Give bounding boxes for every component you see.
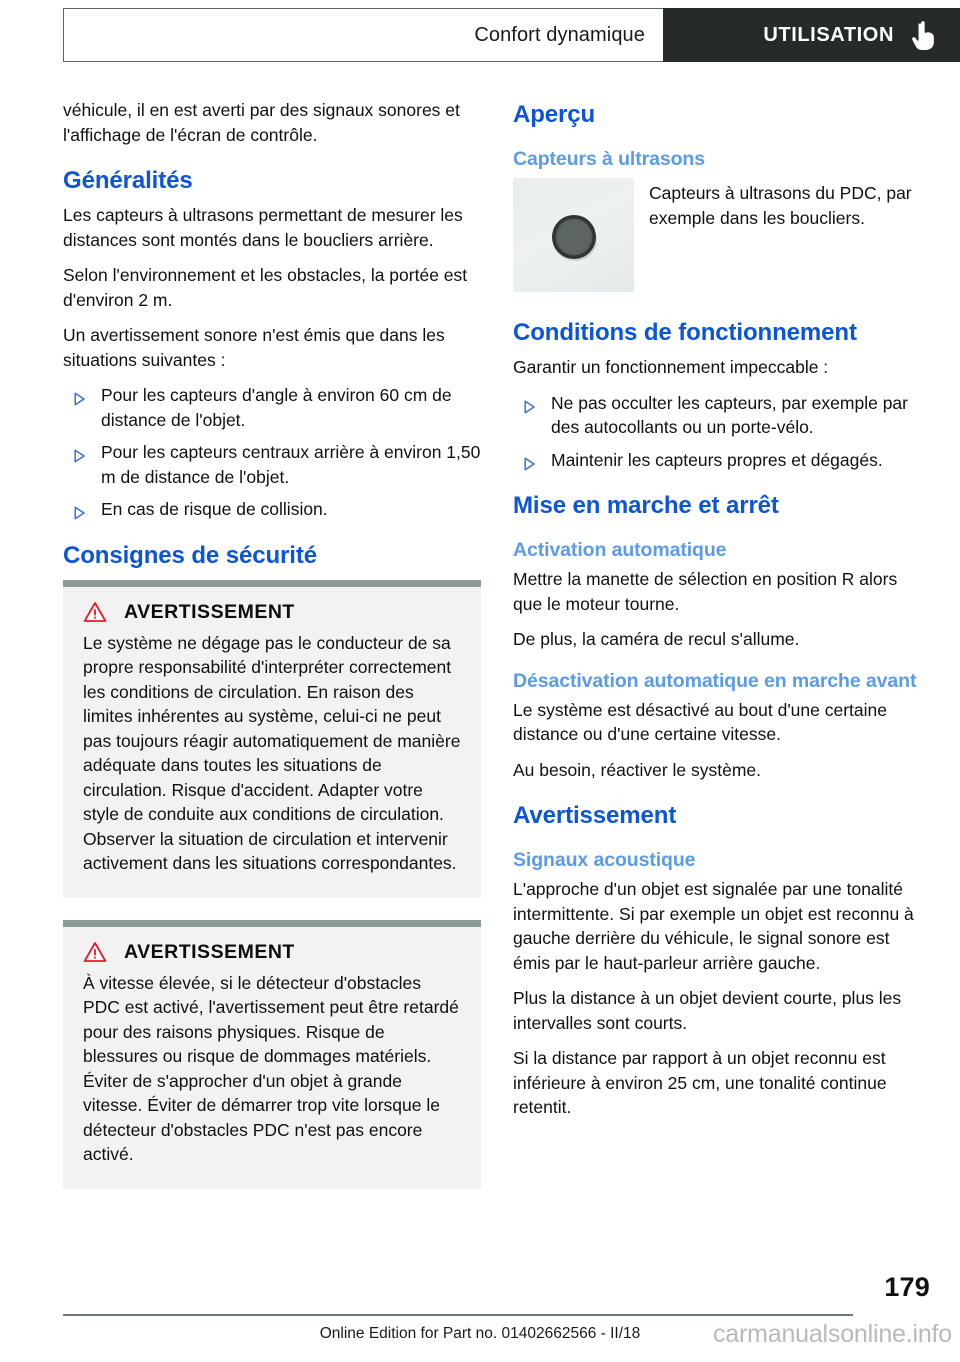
warning-triangle-icon: [83, 601, 107, 623]
section-tab-label: UTILISATION: [763, 23, 894, 46]
page-footer: [0, 1272, 960, 1362]
triangle-bullet-icon: [523, 453, 536, 467]
desactivation-paragraph-1: Le système est désactivé au bout d'une certaine distance ou d'une certaine vitesse.: [513, 699, 887, 744]
avertissement-paragraph-3: Si la distance par rapport à un objet reconnu est inférieure à environ 25 cm, une tonalité continue retentit.: [513, 1048, 887, 1117]
sensor-circle-icon: [546, 209, 602, 265]
conditions-bullet-list: [513, 391, 931, 473]
section-tab-utilisation: [663, 8, 960, 62]
page-number: 179: [884, 1272, 930, 1302]
list-item-label: Pour les capteurs centraux arrière à environ 1,50 m de distance de l'objet.: [101, 442, 481, 487]
breadcrumb-label: Confort dynamique: [474, 23, 645, 46]
list-item: [513, 448, 931, 473]
heading-apercu: Aperçu: [513, 101, 596, 128]
triangle-bullet-icon: [73, 445, 86, 459]
list-item: [513, 391, 931, 440]
page-header: [63, 8, 960, 62]
avertissement-paragraph-2: Plus la distance à un objet devient courte, plus les intervalles sont courts.: [513, 988, 902, 1033]
subheading-capteurs-ultrasons: Capteurs à ultrasons: [513, 148, 705, 170]
warning-box-1: [63, 580, 481, 898]
triangle-bullet-icon: [73, 502, 86, 516]
warning-body: Le système ne dégage pas le conducteur de sa propre responsabilité d'interpréter correctement les conditions de circulation. En raison des limites inhérentes au système, celui-ci ne peut pas toujours réagir automatiquement de manière adéquate dans toutes les situations de circulation. Risque d'accident. Adapter votre style de conduite aux conditions de circulation. Observer la situation de circulation et intervenir activement dans les situations correspondantes.: [83, 632, 461, 873]
subheading-desactivation-automatique: Désactivation automatique en marche avant: [513, 669, 917, 692]
warning-header: [83, 941, 461, 964]
generalites-paragraph-3: Un avertissement sonore n'est émis que dans les situations suivantes :: [63, 325, 445, 370]
figure-caption: Capteurs à ultrasons du PDC, par exemple dans les boucliers.: [649, 183, 912, 228]
sensor-figure-row: [513, 178, 931, 292]
footer-edition-note: Online Edition for Part no. 01402662566 - II/18: [319, 1325, 641, 1342]
subheading-activation-automatique: Activation automatique: [513, 539, 727, 561]
desactivation-paragraph-2: Au besoin, réactiver le système.: [513, 759, 762, 780]
intro-paragraph: véhicule, il en est averti par des signaux sonores et l'affichage de l'écran de contrôle.: [63, 100, 460, 145]
list-item-label: Pour les capteurs d'angle à environ 60 cm de distance de l'objet.: [101, 385, 452, 430]
generalites-paragraph-2: Selon l'environnement et les obstacles, la portée est d'environ 2 m.: [63, 265, 468, 310]
right-column: [513, 98, 931, 1131]
footer-divider: [63, 1314, 853, 1316]
generalites-paragraph-1: Les capteurs à ultrasons permettant de mesurer les distances sont montés dans le boucliers arrière.: [63, 205, 463, 250]
activation-paragraph-1: Mettre la manette de sélection en position R alors que le moteur tourne.: [513, 569, 898, 614]
warning-header: [83, 601, 461, 624]
activation-paragraph-2: De plus, la caméra de recul s'allume.: [513, 629, 800, 649]
list-item-label: En cas de risque de collision.: [101, 499, 328, 519]
subheading-signaux-acoustique: Signaux acoustique: [513, 849, 696, 871]
triangle-bullet-icon: [523, 396, 536, 410]
generalites-bullet-list: [63, 383, 481, 522]
warning-triangle-icon: [83, 941, 107, 963]
list-item-label: Ne pas occulter les capteurs, par exemple par des autocollants ou un porte-vélo.: [551, 392, 908, 437]
warning-body: À vitesse élevée, si le détecteur d'obstacles PDC est activé, l'avertissement peut être retardé pour des raisons physiques. Risque de blessures ou risque de dommages matériels. Éviter de s'approcher d'un objet à grande vitesse. Éviter de démarrer trop vite lorsque le détecteur d'obstacles PDC n'est pas encore activé.: [83, 972, 459, 1164]
breadcrumb: [63, 8, 663, 62]
heading-avertissement: Avertissement: [513, 802, 677, 829]
avertissement-paragraph-1: L'approche d'un objet est signalée par une tonalité intermittente. Si par exemple un objet est reconnu à gauche derrière du véhicule, le signal sonore est émis par le haut-parleur arrière gauche.: [513, 879, 914, 973]
warning-box-2: [63, 920, 481, 1189]
left-column: [63, 98, 481, 1189]
list-item: [63, 497, 481, 522]
heading-mise-en-marche-et-arret: Mise en marche et arrêt: [513, 492, 779, 519]
ultrasonic-sensor-photo: [513, 178, 634, 292]
list-item: [63, 440, 481, 489]
heading-conditions-de-fonctionnement: Conditions de fonctionnement: [513, 319, 857, 346]
triangle-bullet-icon: [73, 388, 86, 402]
list-item: [63, 383, 481, 432]
pointing-hand-icon: [910, 20, 936, 50]
heading-consignes-de-securite: Consignes de sécurité: [63, 541, 317, 569]
list-item-label: Maintenir les capteurs propres et dégagés.: [551, 449, 883, 470]
conditions-intro: Garantir un fonctionnement impeccable :: [513, 357, 829, 377]
warning-title: AVERTISSEMENT: [124, 940, 295, 963]
heading-generalites: Généralités: [63, 167, 193, 194]
warning-title: AVERTISSEMENT: [124, 600, 295, 623]
watermark-text: carmanualsonline.info: [712, 1320, 952, 1348]
